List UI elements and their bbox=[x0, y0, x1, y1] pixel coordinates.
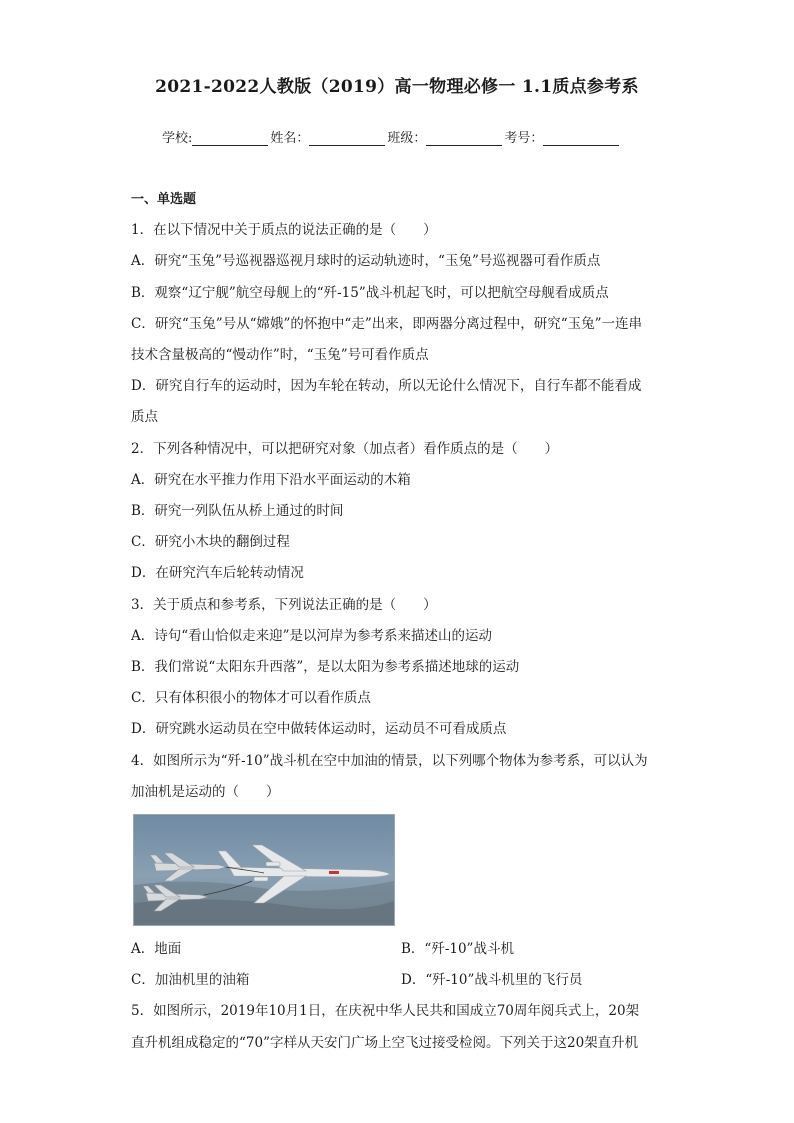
q5-stem-line1: 5．如图所示，2019年10月1日，在庆祝中华人民共和国成立70周年阅兵式上，20架 bbox=[131, 1003, 640, 1020]
q4-options-row1 bbox=[131, 934, 671, 965]
q1-option-b: B．观察“辽宁舰”航空母舰上的“歼-15”战斗机起飞时，可以把航空母舰看成质点 bbox=[131, 284, 609, 301]
refueling-aircraft-photo bbox=[133, 814, 395, 926]
q4-stem-line1: 4．如图所示为“歼-10”战斗机在空中加油的情景，以下列哪个物体为参考系，可以认为 bbox=[131, 752, 648, 769]
q5-stem-line2: 直升机组成稳定的“70”字样从天安门广场上空飞过接受检阅。下列关于这20架直升机 bbox=[131, 1034, 639, 1051]
class-label: 班级： bbox=[387, 131, 427, 146]
q3-stem: 3．关于质点和参考系，下列说法正确的是（ ） bbox=[131, 596, 437, 613]
q2-option-b: B．研究一列队伍从桥上通过的时间 bbox=[131, 503, 344, 520]
school-blank[interactable] bbox=[192, 131, 268, 146]
q1-option-d-line1: D．研究自行车的运动时，因为车轮在转动，所以无论什么情况下，自行车都不能看成 bbox=[131, 378, 642, 395]
exam-number-blank[interactable] bbox=[543, 131, 619, 146]
refueling-aircraft-illustration bbox=[134, 815, 394, 925]
q1-stem: 1．在以下情况中关于质点的说法正确的是（ ） bbox=[131, 222, 437, 239]
name-blank[interactable] bbox=[309, 131, 385, 146]
page-title: 2021-2022人教版（2019）高一物理必修一 1.1质点参考系 bbox=[155, 77, 639, 97]
section-title: 一、单选题 bbox=[131, 192, 197, 207]
q2-option-d: D．在研究汽车后轮转动情况 bbox=[131, 565, 304, 582]
name-label: 姓名： bbox=[270, 131, 310, 146]
q4-option-b: B．“歼-10”战斗机 bbox=[401, 941, 514, 958]
q4-options-row2 bbox=[131, 965, 671, 996]
q2-option-c: C．研究小木块的翻倒过程 bbox=[131, 534, 290, 551]
exam-number-label: 考号： bbox=[504, 131, 544, 146]
q3-option-b: B．我们常说“太阳东升西落”，是以太阳为参考系描述地球的运动 bbox=[131, 659, 520, 676]
q2-option-a: A．研究在水平推力作用下沿水平面运动的木箱 bbox=[131, 471, 411, 488]
q4-option-c: C．加油机里的油箱 bbox=[131, 972, 250, 989]
questions-body bbox=[131, 184, 671, 1059]
q1-option-c-line1: C．研究“玉兔”号从“嫦娥”的怀抱中“走”出来，即两器分离过程中，研究“玉兔”一连串 bbox=[131, 315, 643, 332]
q4-stem-line2: 加油机是运动的（ ） bbox=[131, 783, 280, 800]
school-label: 学校: bbox=[162, 131, 193, 146]
q2-stem: 2．下列各种情况中，可以把研究对象（加点者）看作质点的是（ ） bbox=[131, 440, 559, 457]
q4-option-a: A．地面 bbox=[131, 941, 182, 958]
student-info-row bbox=[162, 127, 621, 146]
class-blank[interactable] bbox=[426, 131, 502, 146]
q1-option-c-line2: 技术含量极高的“慢动作”时，“玉兔”号可看作质点 bbox=[131, 347, 429, 364]
q3-option-d: D．研究跳水运动员在空中做转体运动时，运动员不可看成质点 bbox=[131, 721, 507, 738]
q4-option-d: D．“歼-10”战斗机里的飞行员 bbox=[401, 972, 583, 989]
q1-option-a: A．研究“玉兔”号巡视器巡视月球时的运动轨迹时，“玉兔”号巡视器可看作质点 bbox=[131, 253, 601, 270]
q1-option-d-line2: 质点 bbox=[131, 409, 158, 426]
q3-option-a: A．诗句“看山恰似走来迎”是以河岸为参考系来描述山的运动 bbox=[131, 627, 493, 644]
q3-option-c: C．只有体积很小的物体才可以看作质点 bbox=[131, 690, 371, 707]
